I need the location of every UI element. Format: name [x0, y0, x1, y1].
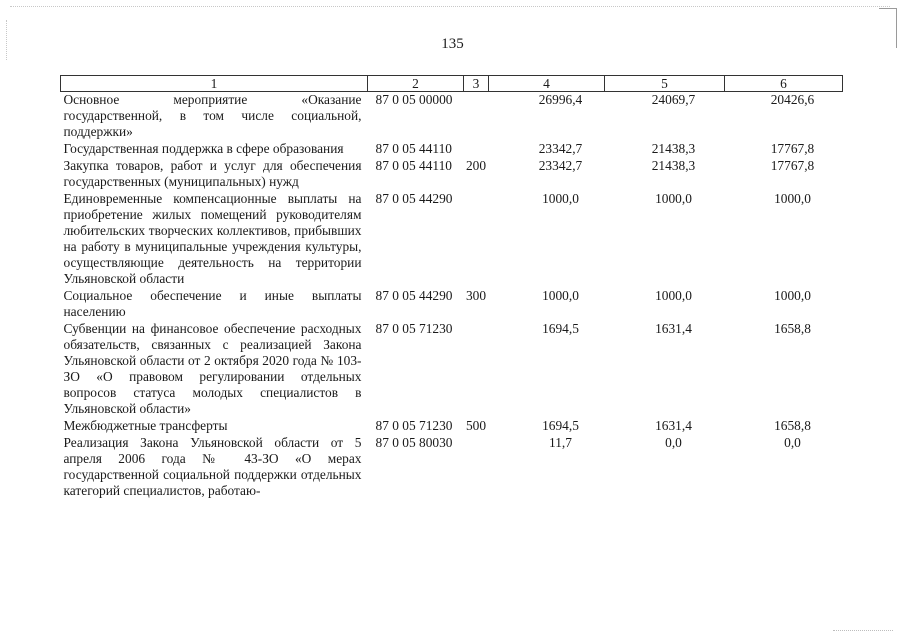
- row-value-col5: 1631,4: [655, 418, 692, 433]
- row-value-col6: 17767,8: [770, 158, 815, 173]
- table-row: [61, 288, 843, 321]
- row-expense-type: [464, 92, 489, 142]
- table-header: [61, 76, 843, 92]
- row-name: Реализация Закона Ульяновской области от 5 апреля 2006 года № 43-ЗО «О мерах государственной социальной поддержки отдельных категорий специалистов, работаю-: [63, 435, 362, 498]
- header-col-2: 2: [368, 76, 464, 92]
- row-expense-type: [464, 191, 489, 288]
- header-col-3: 3: [464, 76, 489, 92]
- row-name: Межбюджетные трансферты: [63, 418, 228, 433]
- table-row: [61, 158, 843, 191]
- header-col-6: 6: [725, 76, 843, 92]
- row-name: Основное мероприятие «Оказание государственной, в том числе социальной, поддержки»: [63, 92, 362, 139]
- row-value-col5: 24069,7: [651, 92, 696, 107]
- row-value-col6: 0,0: [784, 435, 801, 450]
- header-col-1: 1: [61, 76, 368, 92]
- row-value-col4: 1000,0: [542, 288, 579, 303]
- row-value-col6: 1000,0: [774, 288, 811, 303]
- row-value-col4: 11,7: [549, 435, 572, 450]
- row-value-col4: 26996,4: [538, 92, 583, 107]
- row-code: 87 0 05 44110: [375, 158, 452, 173]
- row-name: Единовременные компенсационные выплаты на приобретение жилых помещений руководителям любительских творческих коллективов, прибывших на работу в муниципальные учреждения культуры, осуществляющие деятельность на территории Ульяновской области: [63, 191, 362, 286]
- row-name: Закупка товаров, работ и услуг для обеспечения государственных (муниципальных) нужд: [63, 158, 362, 189]
- page-number: 135: [441, 36, 464, 52]
- row-expense-type: [464, 321, 489, 418]
- row-expense-type: [464, 141, 489, 158]
- row-value-col5: 0,0: [665, 435, 682, 450]
- row-expense-type: 500: [465, 418, 487, 433]
- row-expense-type: [464, 435, 489, 500]
- row-code: 87 0 05 44290: [375, 191, 453, 206]
- row-expense-type: 300: [465, 288, 487, 303]
- row-value-col5: 1000,0: [655, 191, 692, 206]
- table-row: [61, 141, 843, 158]
- row-value-col4: 1694,5: [542, 321, 579, 336]
- row-value-col4: 1000,0: [542, 191, 579, 206]
- row-code: 87 0 05 00000: [375, 92, 453, 107]
- row-value-col4: 23342,7: [538, 141, 583, 156]
- row-value-col6: 1658,8: [774, 418, 811, 433]
- row-value-col4: 1694,5: [542, 418, 579, 433]
- header-col-5: 5: [605, 76, 725, 92]
- row-value-col5: 1000,0: [655, 288, 692, 303]
- table-row: [61, 418, 843, 435]
- table-row: [61, 435, 843, 500]
- scan-edge-right-top: [879, 8, 897, 9]
- scan-edge-top: [10, 6, 890, 8]
- row-value-col6: 20426,6: [770, 92, 815, 107]
- row-name: Социальное обеспечение и иные выплаты населению: [63, 288, 362, 319]
- row-value-col5: 21438,3: [651, 158, 696, 173]
- row-name: Государственная поддержка в сфере образования: [63, 141, 344, 156]
- table-row: [61, 92, 843, 142]
- row-code: 87 0 05 71230: [375, 418, 453, 433]
- table-row: [61, 321, 843, 418]
- row-value-col5: 21438,3: [651, 141, 696, 156]
- header-row: [61, 76, 843, 92]
- budget-table: [60, 75, 843, 500]
- row-code: 87 0 05 71230: [375, 321, 453, 336]
- scan-edge-bottom: [833, 630, 893, 632]
- row-code: 87 0 05 44290: [375, 288, 453, 303]
- row-value-col5: 1631,4: [655, 321, 692, 336]
- row-value-col6: 1658,8: [774, 321, 811, 336]
- row-value-col4: 23342,7: [538, 158, 583, 173]
- header-col-4: 4: [489, 76, 605, 92]
- row-code: 87 0 05 80030: [375, 435, 453, 450]
- row-expense-type: 200: [465, 158, 487, 173]
- table-body: [61, 92, 843, 501]
- row-value-col6: 17767,8: [770, 141, 815, 156]
- table-row: [61, 191, 843, 288]
- row-code: 87 0 05 44110: [375, 141, 452, 156]
- row-name: Субвенции на финансовое обеспечение расходных обязательств, связанных с реализацией Закона Ульяновской области от 2 октября 2020 года № 103-ЗО «О правовом регулировании отдельных вопросов статуса молодых специалистов в Ульяновской области»: [63, 321, 362, 416]
- row-value-col6: 1000,0: [774, 191, 811, 206]
